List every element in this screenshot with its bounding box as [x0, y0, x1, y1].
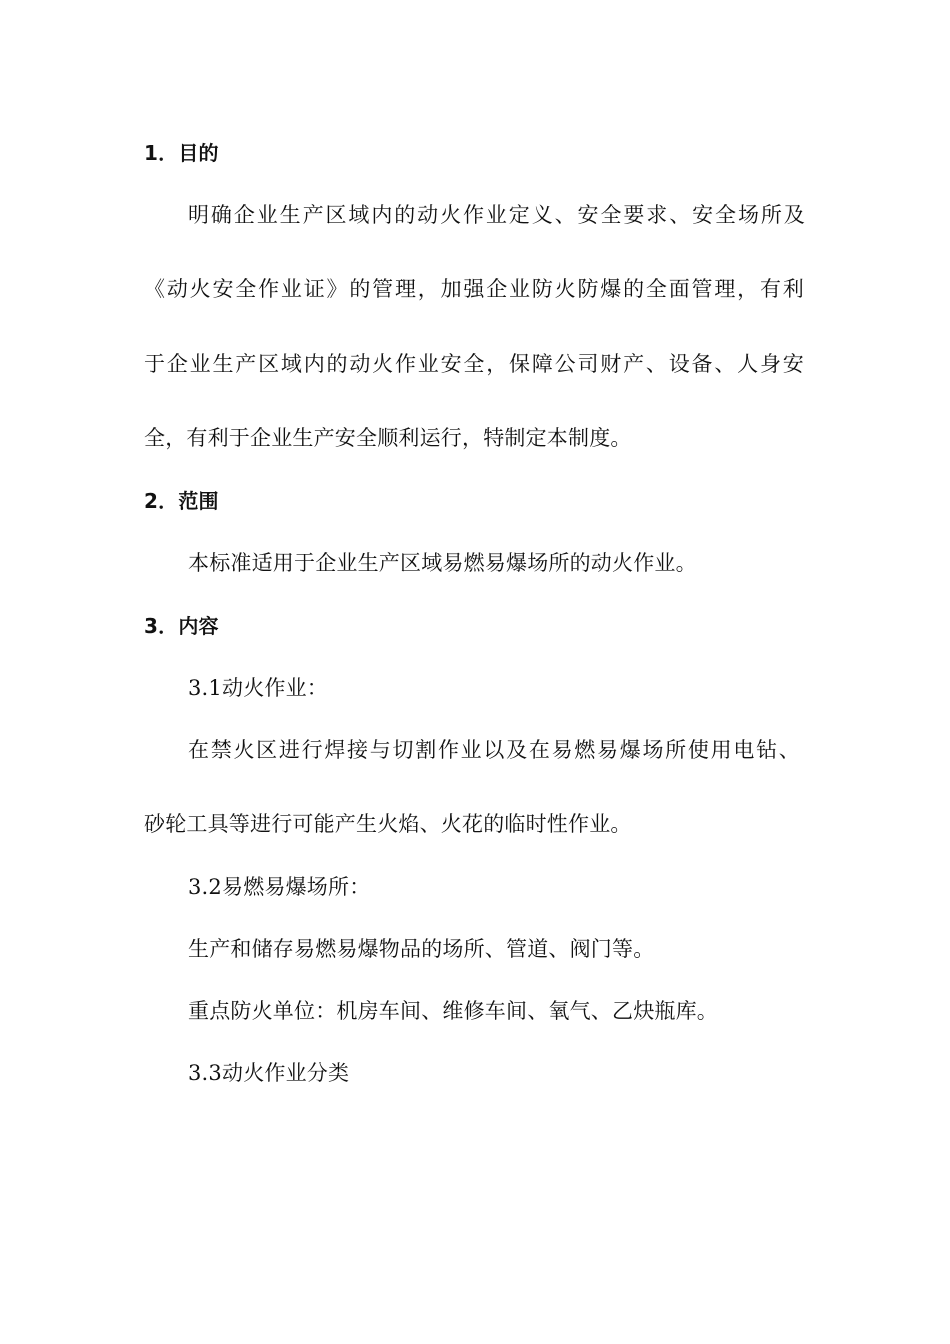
section-3-2-text-1: 生产和储存易燃易爆物品的场所、管道、阀门等。: [188, 937, 655, 961]
section-3-1-title: 3.1动火作业：: [188, 676, 328, 700]
heading-content: 3．内容: [144, 614, 219, 638]
purpose-line-4: 全，有利于企业生产安全顺利运行，特制定本制度。: [144, 426, 632, 450]
purpose-line-2: 《动火安全作业证》的管理，加强企业防火防爆的全面管理，有利: [144, 277, 804, 301]
scope-text: 本标准适用于企业生产区域易燃易爆场所的动火作业。: [188, 551, 697, 575]
purpose-line-1: 明确企业生产区域内的动火作业定义、安全要求、安全场所及: [188, 203, 805, 227]
section-3-1-line-1: 在禁火区进行焊接与切割作业以及在易燃易爆场所使用电钻、: [188, 738, 800, 762]
heading-scope: 2．范围: [144, 489, 219, 513]
purpose-line-3: 于企业生产区域内的动火作业安全，保障公司财产、设备、人身安: [144, 352, 804, 376]
section-3-3-title: 3.3动火作业分类: [188, 1061, 350, 1085]
section-3-2-text-2: 重点防火单位：机房车间、维修车间、氧气、乙炔瓶库。: [188, 999, 718, 1023]
heading-purpose: 1．目的: [144, 141, 219, 165]
section-3-1-line-2: 砂轮工具等进行可能产生火焰、火花的临时性作业。: [144, 812, 632, 836]
section-3-2-title: 3.2易燃易爆场所：: [188, 875, 371, 899]
